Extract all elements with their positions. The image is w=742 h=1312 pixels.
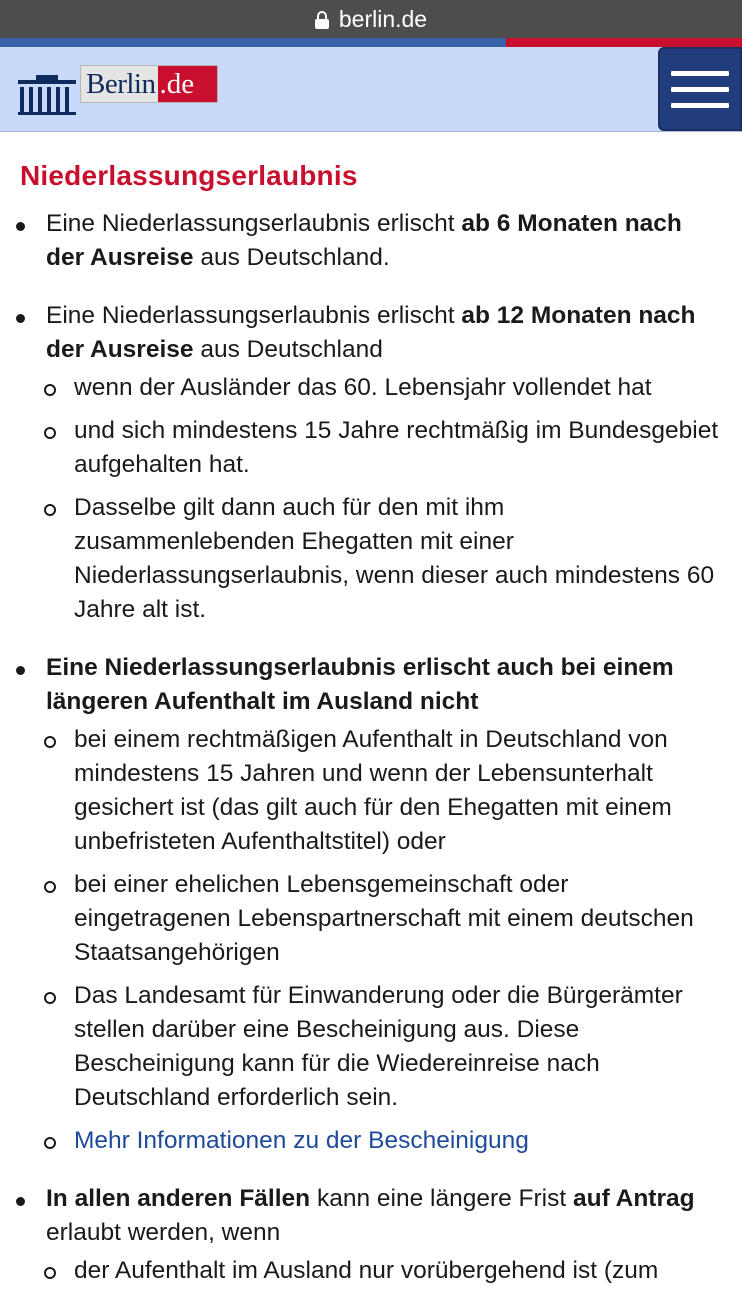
item-text: aus Deutschland	[193, 336, 383, 363]
rules-list	[0, 207, 742, 1312]
menu-icon-bar	[671, 87, 729, 92]
item-bold-text: In allen anderen Fällen	[46, 1185, 311, 1212]
item-text: Eine Niederlassungserlaubnis erlischt	[46, 210, 462, 237]
browser-address-bar[interactable]	[0, 0, 742, 38]
menu-icon-bar	[671, 103, 729, 108]
item-text: Eine Niederlassungserlaubnis erlischt	[46, 302, 462, 329]
berlin-logo[interactable]	[18, 65, 218, 115]
list-item	[0, 299, 742, 627]
site-header	[0, 47, 742, 132]
item-text: erlaubt werden, wenn	[46, 1219, 281, 1246]
url-text: berlin.de	[338, 5, 428, 32]
sub-list-item: wenn der Ausländer das 60. Lebensjahr vollendet hat	[46, 371, 722, 405]
logo-text: Berlin	[86, 67, 156, 100]
sub-list-item: bei einer ehelichen Lebensgemeinschaft oder eingetragenen Lebenspartnerschaft mit einem deutschen Staatsangehörigen	[46, 868, 722, 970]
brandenburg-gate-icon	[18, 75, 82, 115]
list-item	[0, 207, 742, 275]
section-title: Niederlassungserlaubnis	[20, 160, 358, 191]
sub-list-item: der Aufenthalt im Ausland nur vorübergehend ist (zum	[46, 1254, 722, 1288]
sub-list	[46, 723, 722, 1158]
item-bold-text: ab 12 Monaten nach der Ausreise	[46, 302, 696, 363]
item-bold-text: Eine Niederlassungserlaubnis erlischt auch bei einem längeren Aufenthalt im Ausland nicht	[46, 654, 674, 715]
lock-icon	[315, 12, 329, 28]
sub-list-item: Dasselbe gilt dann auch für den mit ihm zusammenlebenden Ehegatten mit einer Niederlassungserlaubnis, wenn dieser auch mindestens 60 Jahre alt ist.	[46, 491, 722, 627]
list-item	[0, 1182, 742, 1288]
item-text: kann eine längere Frist	[310, 1185, 573, 1212]
sub-list-item: und sich mindestens 15 Jahre rechtmäßig im Bundesgebiet aufgehalten hat.	[46, 414, 722, 482]
logo-wordmark	[80, 65, 218, 103]
header-stripe-blue	[0, 38, 506, 47]
logo-tld: .de	[158, 66, 218, 102]
item-bold-text: ab 6 Monaten nach der Ausreise	[46, 210, 682, 271]
sub-list-item: bei einem rechtmäßigen Aufenthalt in Deutschland von mindestens 15 Jahren und wenn der Lebensunterhalt gesichert ist (das gilt auch für den Ehegatten mit einem unbefristeten Aufenthaltstitel) oder	[46, 723, 722, 859]
menu-icon-bar	[671, 71, 729, 76]
sub-list-item: Das Landesamt für Einwanderung oder die Bürgerämter stellen darüber eine Bescheinigung aus. Diese Bescheinigung kann für die Wiedereinreise nach Deutschland erforderlich sein.	[46, 979, 722, 1115]
list-item	[0, 651, 742, 1158]
sub-list	[46, 371, 722, 627]
hamburger-menu-button[interactable]	[658, 47, 742, 131]
header-stripe-red	[506, 38, 742, 47]
item-text: aus Deutschland.	[193, 244, 390, 271]
sub-list	[46, 1254, 722, 1288]
bescheinigung-info-link[interactable]: Mehr Informationen zu der Bescheinigung	[74, 1127, 529, 1154]
sub-list-item-link	[46, 1124, 722, 1158]
item-bold-text: auf Antrag	[572, 1185, 695, 1212]
